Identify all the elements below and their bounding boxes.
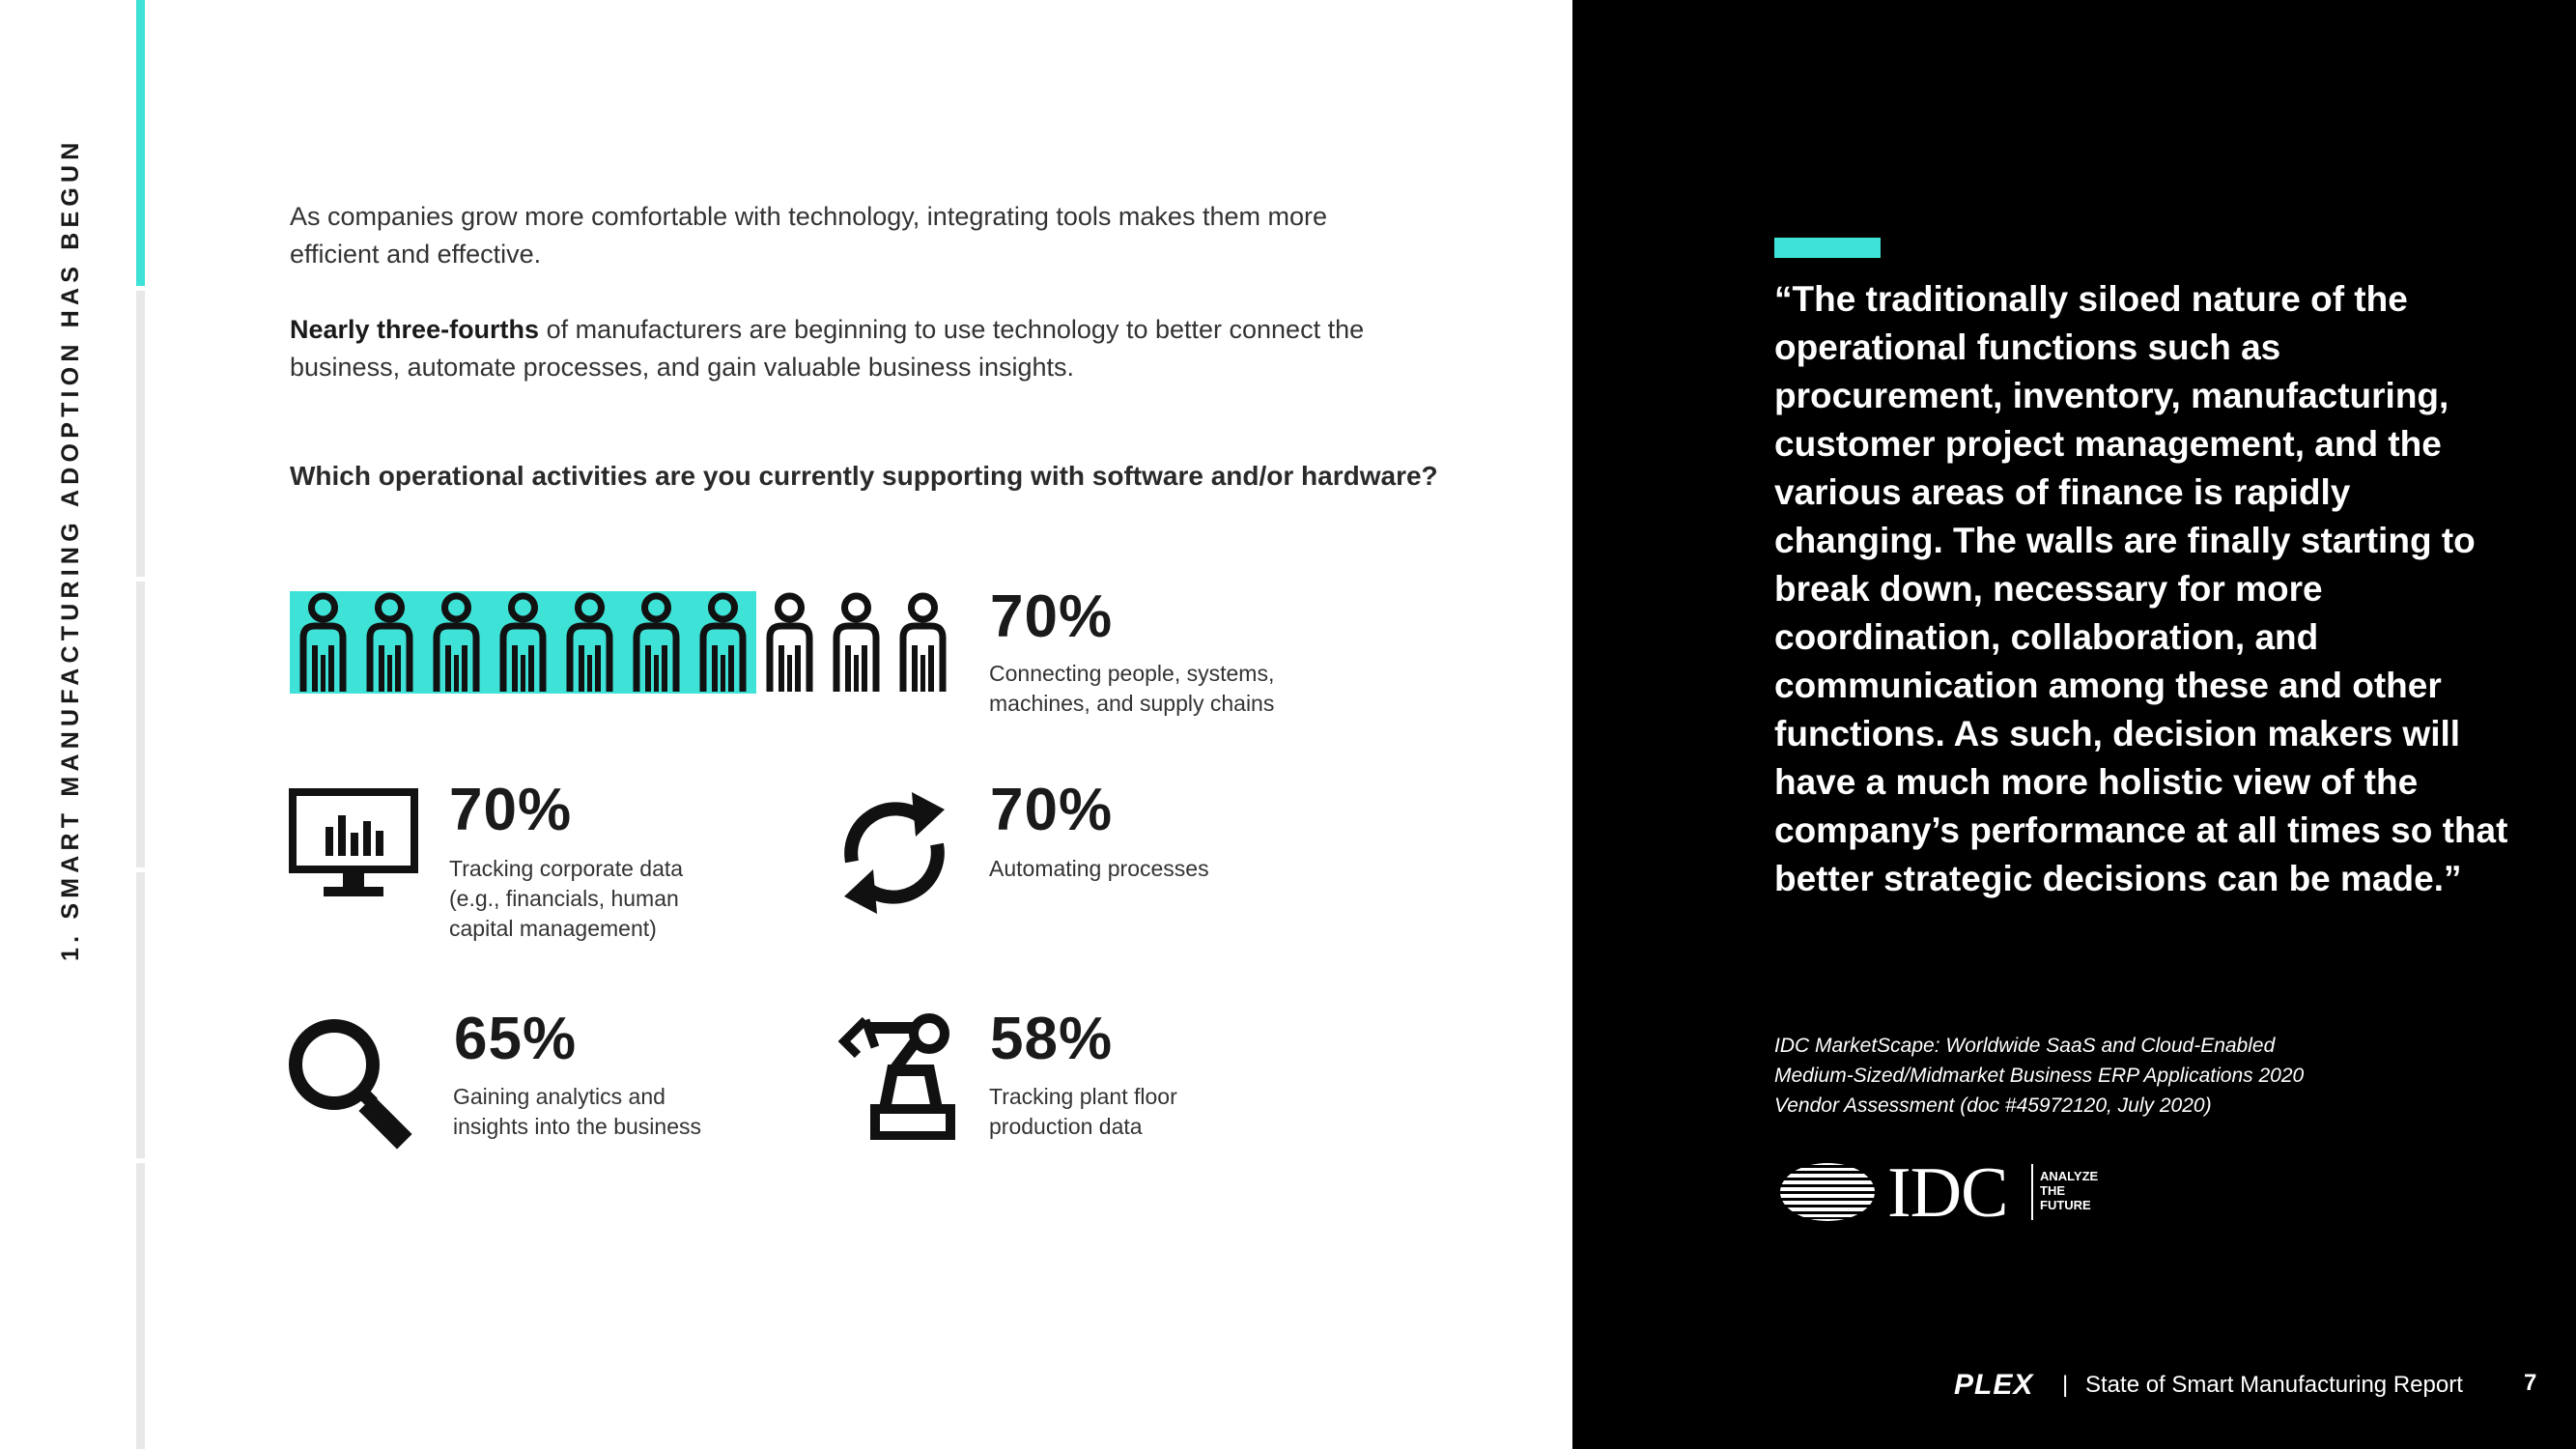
person-icon [490,591,556,694]
quote-accent-bar [1774,238,1881,258]
stat-tracking-value: 70% [449,777,573,843]
stat-analytics-value: 65% [454,1006,578,1072]
magnifier-icon [286,1016,423,1153]
stat-plant-floor-value: 58% [990,1006,1114,1072]
rail-segment-active [136,0,145,286]
quote-source-line2: Medium-Sized/Midmarket Business ERP Applications 2020 [1774,1065,2305,1087]
stat-automating-line1: Automating processes [989,856,1209,881]
intro-paragraph: As companies grow more comfortable with technology, integrating tools makes them more efficient and effective. [290,202,1327,269]
idc-tagline-line2: THE [2040,1183,2065,1198]
stat-connecting-line2: machines, and supply chains [989,691,1275,716]
stat-analytics-label [453,1082,701,1142]
stat-plant-floor-line1: Tracking plant floor [989,1084,1177,1109]
monitor-chart-icon [289,788,418,898]
quote-source-line3: Vendor Assessment (doc #45972120, July 2020) [1774,1094,2212,1117]
idc-tagline-line1: ANALYZE [2040,1169,2099,1183]
rail-segment [136,872,145,1158]
rail-segment [136,582,145,867]
survey-question: Which operational activities are you currently supporting with software and/or hardware? [290,461,1438,491]
stat-plant-floor-label [989,1082,1177,1142]
idc-tagline [2040,1169,2098,1212]
person-icon [556,591,623,694]
stat-tracking-line1: Tracking corporate data [449,856,684,881]
stat-tracking-line3: capital management) [449,916,657,941]
rail-segment [136,1163,145,1449]
quote-source-line1: IDC MarketScape: Worldwide SaaS and Cloud-Enabled [1774,1035,2276,1057]
person-icon [823,591,890,694]
intro-highlight: Nearly three-fourths [290,315,540,344]
stat-connecting-value: 70% [990,583,1114,650]
quote-panel [1572,0,2576,1449]
robot-arm-icon [836,1012,958,1140]
idc-wordmark: IDC [1887,1153,2008,1233]
person-icon [756,591,823,694]
idc-tagline-line3: FUTURE [2040,1198,2091,1212]
stat-connecting-label [989,659,1274,719]
quote-source [1774,1031,2508,1121]
stat-analytics-line2: insights into the business [453,1114,701,1139]
stat-tracking-line2: (e.g., financials, human [449,886,679,911]
page-number: 7 [2524,1370,2537,1396]
rail-segment [136,291,145,577]
idc-globe-icon [1779,1162,1876,1222]
refresh-cycle-icon [833,786,956,920]
person-icon [690,591,756,694]
person-icon [423,591,490,694]
intro-paragraph-rest: of manufacturers are beginning to use technology to better connect the business, automate processes, and gain valuable business insights. [290,315,1365,382]
idc-logo [1779,1154,2108,1241]
footer-separator: | [2062,1372,2069,1398]
stat-plant-floor-line2: production data [989,1114,1143,1139]
idc-divider [2031,1164,2033,1220]
intro-paragraph-2 [290,311,1372,386]
person-icon [356,591,423,694]
pull-quote: “The traditionally siloed nature of the operational functions such as procurement, inventory, manufacturing, customer project management, and the various areas of finance is rapidly changing. The walls are finally starting to break down, necessary for more coordination, collaboration, and communication among these and other functions. As such, decision makers will have a much more holistic view of the company’s performance at all times so that better strategic decisions can be made.” [1774,279,2508,898]
stat-automating-value: 70% [990,777,1114,843]
report-title: State of Smart Manufacturing Report [2085,1372,2463,1398]
stat-analytics-line1: Gaining analytics and [453,1084,665,1109]
section-progress-rail [136,0,145,1449]
page-footer [1954,1367,2553,1402]
person-icon [290,591,356,694]
section-label: 1. SMART MANUFACTURING ADOPTION HAS BEGUN [57,137,84,961]
person-icon [623,591,690,694]
stat-tracking-label [449,854,683,944]
person-icon [890,591,956,694]
stat-connecting-line1: Connecting people, systems, [989,661,1275,686]
plex-logo: PLEX [1954,1369,2034,1401]
stat-automating-label [989,854,1209,884]
people-pictogram [290,591,956,694]
